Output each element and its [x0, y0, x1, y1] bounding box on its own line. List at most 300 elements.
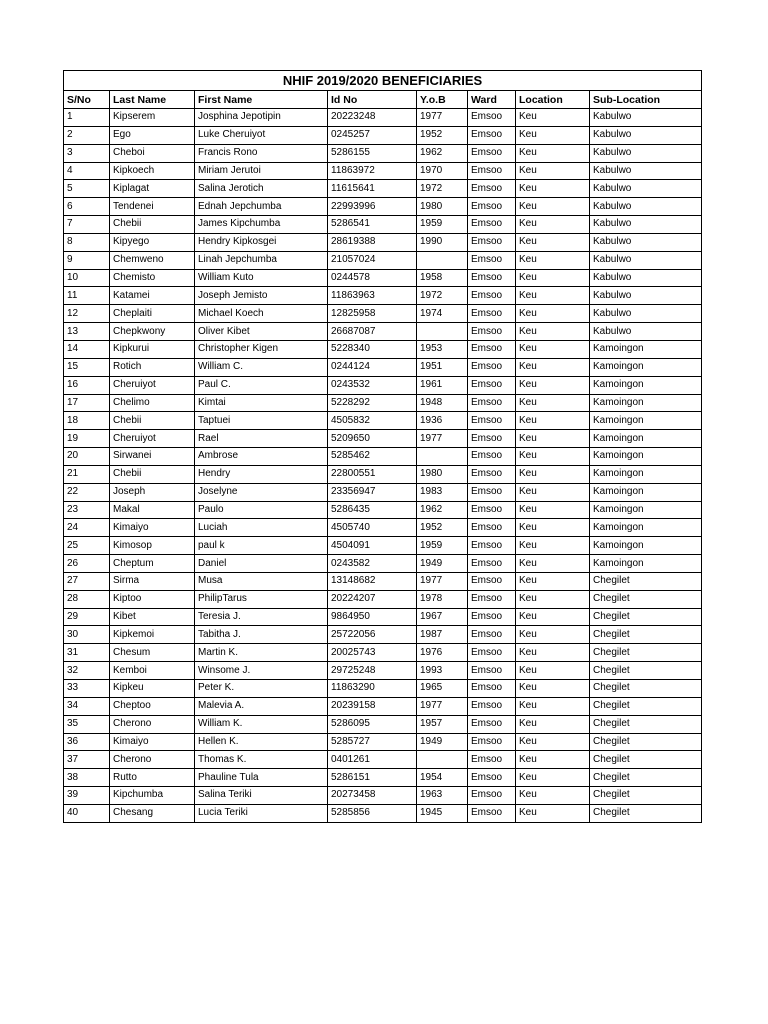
table-cell: 9	[64, 251, 110, 269]
table-cell: Rotich	[110, 358, 195, 376]
table-cell: Emsoo	[468, 340, 516, 358]
table-cell: Kabulwo	[590, 233, 702, 251]
table-cell: 1965	[417, 680, 468, 698]
table-cell: Emsoo	[468, 626, 516, 644]
table-cell: 1954	[417, 769, 468, 787]
table-cell: Keu	[516, 251, 590, 269]
table-cell: Emsoo	[468, 305, 516, 323]
table-cell: 14	[64, 340, 110, 358]
table-cell: Keu	[516, 680, 590, 698]
table-cell: 15	[64, 358, 110, 376]
table-cell: Luciah	[195, 519, 328, 537]
table-cell: Keu	[516, 269, 590, 287]
table-cell: Keu	[516, 412, 590, 430]
table-cell: 25	[64, 537, 110, 555]
table-row	[64, 162, 702, 180]
table-cell: 1951	[417, 358, 468, 376]
table-cell: Martin K.	[195, 644, 328, 662]
table-cell: Paulo	[195, 501, 328, 519]
table-cell: Kabulwo	[590, 305, 702, 323]
table-cell: Hendry	[195, 465, 328, 483]
table-cell: 30	[64, 626, 110, 644]
table-cell: Ednah Jepchumba	[195, 198, 328, 216]
table-cell: Keu	[516, 109, 590, 127]
table-cell: Kipkoech	[110, 162, 195, 180]
table-cell: Emsoo	[468, 358, 516, 376]
table-cell: Kabulwo	[590, 198, 702, 216]
table-cell: Emsoo	[468, 126, 516, 144]
table-cell: Kamoingon	[590, 394, 702, 412]
beneficiaries-sheet	[63, 70, 701, 823]
table-cell: Musa	[195, 572, 328, 590]
table-cell: Chegilet	[590, 787, 702, 805]
table-cell: Keu	[516, 644, 590, 662]
table-cell: Keu	[516, 233, 590, 251]
table-cell: Emsoo	[468, 697, 516, 715]
table-cell: 0243532	[328, 376, 417, 394]
table-row	[64, 323, 702, 341]
table-cell: Joseph	[110, 483, 195, 501]
table-cell: 4505740	[328, 519, 417, 537]
table-cell: Tendenei	[110, 198, 195, 216]
table-cell: Emsoo	[468, 198, 516, 216]
table-cell: Kamoingon	[590, 448, 702, 466]
column-header: S/No	[64, 91, 110, 109]
table-cell: Chegilet	[590, 804, 702, 822]
table-cell: Taptuei	[195, 412, 328, 430]
table-cell: 31	[64, 644, 110, 662]
table-cell: 1980	[417, 465, 468, 483]
table-cell: 4505832	[328, 412, 417, 430]
table-cell: Emsoo	[468, 804, 516, 822]
table-cell: 26	[64, 555, 110, 573]
table-row	[64, 233, 702, 251]
table-cell: 1977	[417, 572, 468, 590]
table-body	[64, 109, 702, 823]
table-cell: Emsoo	[468, 483, 516, 501]
table-cell: Joselyne	[195, 483, 328, 501]
table-cell: Keu	[516, 626, 590, 644]
table-cell: Kemboi	[110, 662, 195, 680]
table-row	[64, 109, 702, 127]
table-cell: 21057024	[328, 251, 417, 269]
table-cell: 5209650	[328, 430, 417, 448]
table-row	[64, 305, 702, 323]
table-cell: Keu	[516, 662, 590, 680]
table-cell: 5228292	[328, 394, 417, 412]
table-cell: Emsoo	[468, 180, 516, 198]
table-cell: 11863963	[328, 287, 417, 305]
table-cell: Oliver Kibet	[195, 323, 328, 341]
table-row	[64, 555, 702, 573]
table-cell: 5286155	[328, 144, 417, 162]
table-cell: James Kipchumba	[195, 216, 328, 234]
table-cell: Kamoingon	[590, 501, 702, 519]
table-cell: Emsoo	[468, 412, 516, 430]
table-cell: Kiplagat	[110, 180, 195, 198]
table-cell: Kipkurui	[110, 340, 195, 358]
table-cell: William K.	[195, 715, 328, 733]
table-cell: 1957	[417, 715, 468, 733]
table-cell: 1974	[417, 305, 468, 323]
table-cell: 2	[64, 126, 110, 144]
table-row	[64, 340, 702, 358]
table-cell: Emsoo	[468, 430, 516, 448]
table-row	[64, 662, 702, 680]
table-cell: 25722056	[328, 626, 417, 644]
table-cell	[417, 448, 468, 466]
table-cell: 6	[64, 198, 110, 216]
table-cell: 0243582	[328, 555, 417, 573]
table-cell: 1977	[417, 430, 468, 448]
table-cell: 1972	[417, 287, 468, 305]
table-cell: Kabulwo	[590, 162, 702, 180]
column-header: Sub-Location	[590, 91, 702, 109]
table-cell: Kamoingon	[590, 483, 702, 501]
table-cell: 22	[64, 483, 110, 501]
table-cell: Kipkeu	[110, 680, 195, 698]
table-cell: 1	[64, 109, 110, 127]
table-cell: Keu	[516, 126, 590, 144]
table-cell: 1949	[417, 555, 468, 573]
table-cell: 5228340	[328, 340, 417, 358]
table-row	[64, 804, 702, 822]
table-cell: Kamoingon	[590, 430, 702, 448]
table-cell: 5286151	[328, 769, 417, 787]
table-cell: William C.	[195, 358, 328, 376]
table-cell: Kipserem	[110, 109, 195, 127]
table-row	[64, 608, 702, 626]
table-cell: Cheruiyot	[110, 376, 195, 394]
table-row	[64, 697, 702, 715]
table-cell: Keu	[516, 448, 590, 466]
table-row	[64, 519, 702, 537]
table-cell: 1945	[417, 804, 468, 822]
table-cell: Chegilet	[590, 751, 702, 769]
table-cell: Emsoo	[468, 572, 516, 590]
table-cell: 20025743	[328, 644, 417, 662]
table-cell: Chegilet	[590, 644, 702, 662]
table-row	[64, 251, 702, 269]
table-cell: Michael Koech	[195, 305, 328, 323]
table-cell: 11863290	[328, 680, 417, 698]
table-row	[64, 448, 702, 466]
table-cell: Chegilet	[590, 733, 702, 751]
table-cell: Chegilet	[590, 608, 702, 626]
table-cell: 20273458	[328, 787, 417, 805]
table-cell: Sirwanei	[110, 448, 195, 466]
table-cell: 13148682	[328, 572, 417, 590]
table-row	[64, 751, 702, 769]
table-cell: Chemweno	[110, 251, 195, 269]
table-cell: 1952	[417, 519, 468, 537]
table-row	[64, 287, 702, 305]
table-row	[64, 376, 702, 394]
table-cell: Malevia A.	[195, 697, 328, 715]
table-cell: Keu	[516, 340, 590, 358]
table-cell: Keu	[516, 162, 590, 180]
table-cell: Emsoo	[468, 715, 516, 733]
table-cell: Emsoo	[468, 751, 516, 769]
table-cell: Makal	[110, 501, 195, 519]
table-cell: 1983	[417, 483, 468, 501]
table-cell: Keu	[516, 608, 590, 626]
table-cell: 29	[64, 608, 110, 626]
table-cell: Kamoingon	[590, 340, 702, 358]
table-cell: Chegilet	[590, 697, 702, 715]
table-cell: Kimaiyo	[110, 733, 195, 751]
table-cell: Kimosop	[110, 537, 195, 555]
table-cell: Kipyego	[110, 233, 195, 251]
table-cell: Josphina Jepotipin	[195, 109, 328, 127]
table-cell: Kabulwo	[590, 216, 702, 234]
table-row	[64, 680, 702, 698]
table-cell: Emsoo	[468, 644, 516, 662]
table-cell: William Kuto	[195, 269, 328, 287]
table-cell: Phauline Tula	[195, 769, 328, 787]
table-cell: Sirma	[110, 572, 195, 590]
table-cell: Keu	[516, 198, 590, 216]
table-cell: Emsoo	[468, 394, 516, 412]
table-cell: Katamei	[110, 287, 195, 305]
table-cell: Daniel	[195, 555, 328, 573]
table-cell: Linah Jepchumba	[195, 251, 328, 269]
table-cell: Chebii	[110, 216, 195, 234]
table-row	[64, 269, 702, 287]
table-cell: Chegilet	[590, 715, 702, 733]
table-cell: 29725248	[328, 662, 417, 680]
table-cell: 5286435	[328, 501, 417, 519]
table-cell: 9864950	[328, 608, 417, 626]
table-cell: Keu	[516, 358, 590, 376]
table-cell: Chesang	[110, 804, 195, 822]
table-cell: Chepkwony	[110, 323, 195, 341]
table-cell: 0245257	[328, 126, 417, 144]
table-cell: Keu	[516, 590, 590, 608]
table-cell: Kamoingon	[590, 412, 702, 430]
table-cell: Kamoingon	[590, 537, 702, 555]
table-cell: Keu	[516, 430, 590, 448]
table-cell: Miriam Jerutoi	[195, 162, 328, 180]
table-cell: Emsoo	[468, 590, 516, 608]
table-cell: Kipkemoi	[110, 626, 195, 644]
table-cell: Keu	[516, 804, 590, 822]
table-cell: 18	[64, 412, 110, 430]
table-cell: 0401261	[328, 751, 417, 769]
table-row	[64, 483, 702, 501]
table-cell: PhilipTarus	[195, 590, 328, 608]
table-cell: 26687087	[328, 323, 417, 341]
table-cell: Kibet	[110, 608, 195, 626]
table-cell: 23	[64, 501, 110, 519]
table-cell: Emsoo	[468, 269, 516, 287]
table-cell: 1948	[417, 394, 468, 412]
table-cell: Peter K.	[195, 680, 328, 698]
table-cell: 5286095	[328, 715, 417, 733]
table-cell: 16	[64, 376, 110, 394]
table-cell: Emsoo	[468, 608, 516, 626]
table-cell: 8	[64, 233, 110, 251]
table-cell: 5	[64, 180, 110, 198]
table-cell: Keu	[516, 787, 590, 805]
table-cell: Kabulwo	[590, 180, 702, 198]
table-cell: Keu	[516, 769, 590, 787]
table-row	[64, 126, 702, 144]
table-cell: 22800551	[328, 465, 417, 483]
table-cell: Kabulwo	[590, 144, 702, 162]
beneficiaries-table	[63, 70, 702, 823]
table-cell: 28619388	[328, 233, 417, 251]
table-cell: Ego	[110, 126, 195, 144]
table-cell: 0244578	[328, 269, 417, 287]
table-row	[64, 430, 702, 448]
table-row	[64, 715, 702, 733]
table-cell: Keu	[516, 555, 590, 573]
table-cell: Chebii	[110, 412, 195, 430]
table-cell: Salina Jerotich	[195, 180, 328, 198]
table-cell: Emsoo	[468, 287, 516, 305]
table-cell: Salina Teriki	[195, 787, 328, 805]
table-cell: Chemisto	[110, 269, 195, 287]
table-row	[64, 465, 702, 483]
table-cell: Paul C.	[195, 376, 328, 394]
table-cell: Keu	[516, 305, 590, 323]
table-cell: 3	[64, 144, 110, 162]
table-cell: Keu	[516, 394, 590, 412]
table-cell: Keu	[516, 180, 590, 198]
table-cell: Cheptum	[110, 555, 195, 573]
table-cell: Kimaiyo	[110, 519, 195, 537]
table-row	[64, 537, 702, 555]
column-header: First Name	[195, 91, 328, 109]
table-cell: Keu	[516, 537, 590, 555]
table-cell: 28	[64, 590, 110, 608]
table-cell: Chebii	[110, 465, 195, 483]
table-cell: Chegilet	[590, 662, 702, 680]
table-cell: 10	[64, 269, 110, 287]
table-cell: Emsoo	[468, 376, 516, 394]
table-cell: Keu	[516, 572, 590, 590]
table-cell: Keu	[516, 697, 590, 715]
table-cell: 35	[64, 715, 110, 733]
table-cell: Keu	[516, 465, 590, 483]
table-cell: Cherono	[110, 751, 195, 769]
table-row	[64, 590, 702, 608]
table-cell: Emsoo	[468, 465, 516, 483]
table-row	[64, 144, 702, 162]
table-cell: Emsoo	[468, 144, 516, 162]
table-cell: 1967	[417, 608, 468, 626]
column-header: Y.o.B	[417, 91, 468, 109]
column-header: Id No	[328, 91, 417, 109]
table-cell: Kabulwo	[590, 126, 702, 144]
table-row	[64, 572, 702, 590]
table-cell: Cheboi	[110, 144, 195, 162]
table-cell: Keu	[516, 144, 590, 162]
table-cell: Hendry Kipkosgei	[195, 233, 328, 251]
table-cell: Keu	[516, 751, 590, 769]
table-cell: 11	[64, 287, 110, 305]
table-cell: 1962	[417, 501, 468, 519]
table-cell: Emsoo	[468, 233, 516, 251]
table-row	[64, 769, 702, 787]
column-header: Ward	[468, 91, 516, 109]
table-cell: Emsoo	[468, 448, 516, 466]
table-cell: 11863972	[328, 162, 417, 180]
table-cell: Kimtai	[195, 394, 328, 412]
table-cell: Emsoo	[468, 519, 516, 537]
table-cell: Emsoo	[468, 662, 516, 680]
table-cell: 5285462	[328, 448, 417, 466]
table-cell: Kamoingon	[590, 555, 702, 573]
table-cell: 39	[64, 787, 110, 805]
table-cell: Chegilet	[590, 626, 702, 644]
table-cell	[417, 751, 468, 769]
table-cell: Chegilet	[590, 572, 702, 590]
table-cell: Emsoo	[468, 680, 516, 698]
table-cell: paul k	[195, 537, 328, 555]
table-cell: 5286541	[328, 216, 417, 234]
table-cell: Emsoo	[468, 787, 516, 805]
table-cell: Joseph Jemisto	[195, 287, 328, 305]
table-cell: Emsoo	[468, 251, 516, 269]
table-cell: Kabulwo	[590, 323, 702, 341]
table-cell: Thomas K.	[195, 751, 328, 769]
table-cell: Chelimo	[110, 394, 195, 412]
table-cell	[417, 323, 468, 341]
table-cell: Lucia Teriki	[195, 804, 328, 822]
table-cell: Hellen K.	[195, 733, 328, 751]
table-cell: 5285727	[328, 733, 417, 751]
table-cell: 1953	[417, 340, 468, 358]
table-cell: 32	[64, 662, 110, 680]
table-row	[64, 644, 702, 662]
table-cell: Emsoo	[468, 555, 516, 573]
table-cell: Tabitha J.	[195, 626, 328, 644]
table-cell: Emsoo	[468, 216, 516, 234]
table-cell: Kabulwo	[590, 287, 702, 305]
table-cell: 12	[64, 305, 110, 323]
table-cell: Winsome J.	[195, 662, 328, 680]
table-cell: Emsoo	[468, 162, 516, 180]
table-cell: 23356947	[328, 483, 417, 501]
table-cell: Chegilet	[590, 590, 702, 608]
table-cell: 1961	[417, 376, 468, 394]
table-cell: Kiptoo	[110, 590, 195, 608]
table-cell: 11615641	[328, 180, 417, 198]
table-cell: 27	[64, 572, 110, 590]
table-cell: 1936	[417, 412, 468, 430]
table-cell: 7	[64, 216, 110, 234]
table-cell: Chegilet	[590, 680, 702, 698]
table-cell: Keu	[516, 376, 590, 394]
table-cell: 40	[64, 804, 110, 822]
table-cell: Christopher Kigen	[195, 340, 328, 358]
table-row	[64, 626, 702, 644]
table-cell: 1977	[417, 697, 468, 715]
table-cell: Kamoingon	[590, 376, 702, 394]
table-cell	[417, 251, 468, 269]
table-cell: Cheruiyot	[110, 430, 195, 448]
table-cell: Kamoingon	[590, 465, 702, 483]
table-cell: Emsoo	[468, 769, 516, 787]
table-cell: Keu	[516, 501, 590, 519]
table-cell: Luke Cheruiyot	[195, 126, 328, 144]
table-cell: 5285856	[328, 804, 417, 822]
table-cell: Emsoo	[468, 733, 516, 751]
table-cell: Emsoo	[468, 501, 516, 519]
table-cell: Emsoo	[468, 323, 516, 341]
